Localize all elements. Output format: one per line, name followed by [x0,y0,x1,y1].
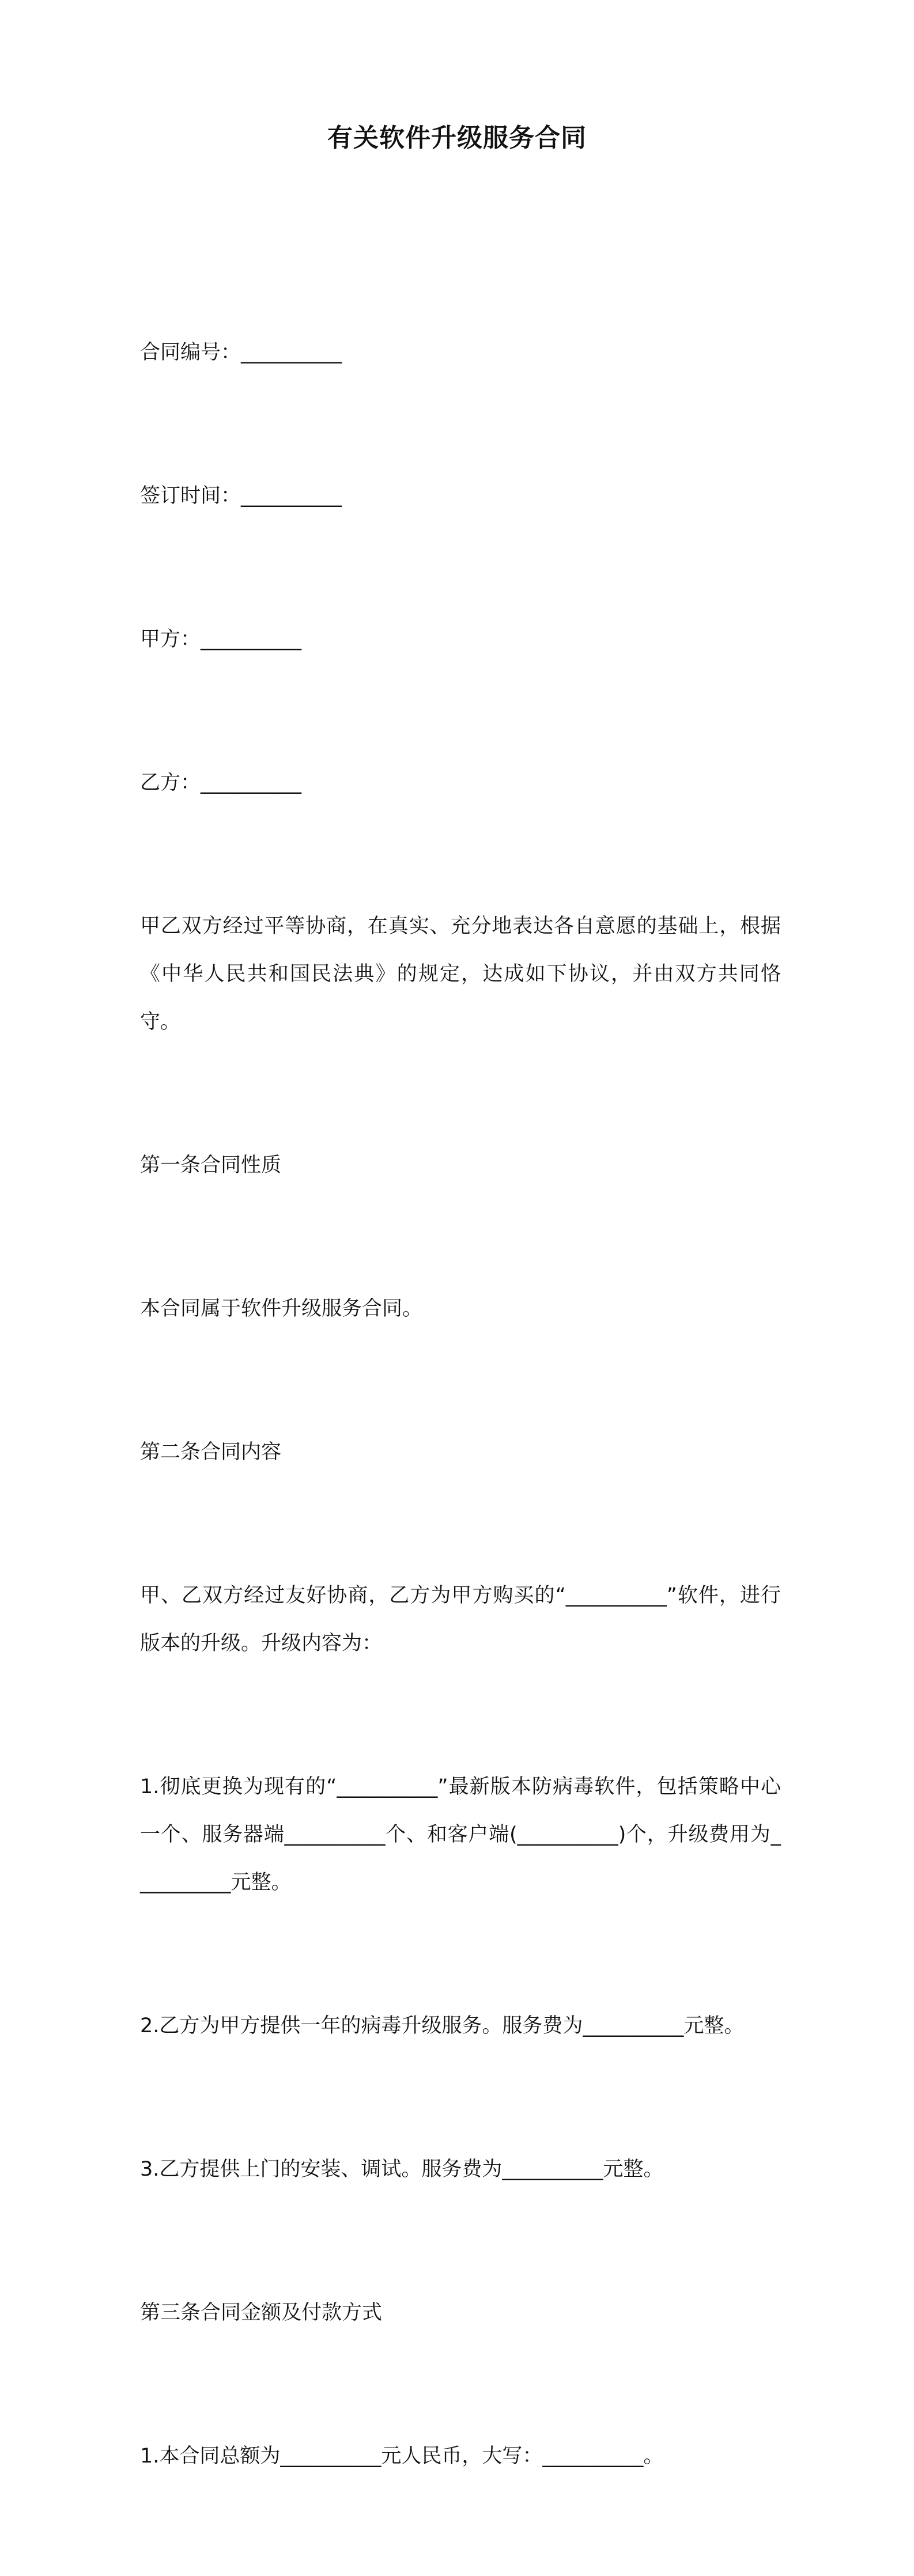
article-2-heading: 第二条合同内容 [140,1441,282,1464]
article-2-item-2: 2.乙方为甲方提供一年的病毒升级服务。服务费为__________元整。 [140,2014,745,2037]
document-body [140,233,781,2576]
article-1-text: 本合同属于软件升级服务合同。 [140,1297,423,1320]
article-2-item-1: 1.彻底更换为现有的“__________”最新版本防病毒软件，包括策略中心一个、服务器端__________个、和客户端(__________)个，升级费用为__________元整。 [140,1775,781,1894]
party-b-line: 乙方：__________ [140,771,302,794]
article-2-item-3: 3.乙方提供上门的安装、调试。服务费为__________元整。 [140,2158,664,2181]
party-a-line: 甲方：__________ [140,628,302,651]
article-3-heading: 第三条合同金额及付款方式 [140,2301,383,2324]
contract-number-line: 合同编号：__________ [140,341,342,364]
signing-date-line: 签订时间：__________ [140,484,342,507]
article-2-intro: 甲、乙双方经过友好协商，乙方为甲方购买的“__________”软件，进行版本的升级。升级内容为： [140,1584,781,1655]
document-title: 有关软件升级服务合同 [327,123,587,153]
preamble-paragraph: 甲乙双方经过平等协商，在真实、充分地表达各自意愿的基础上，根据《中华人民共和国民法典》的规定，达成如下协议，并由双方共同恪守。 [140,915,781,1033]
article-1-heading: 第一条合同性质 [140,1154,282,1177]
article-3-item-1: 1.本合同总额为__________元人民币，大写：__________。 [140,2445,664,2468]
